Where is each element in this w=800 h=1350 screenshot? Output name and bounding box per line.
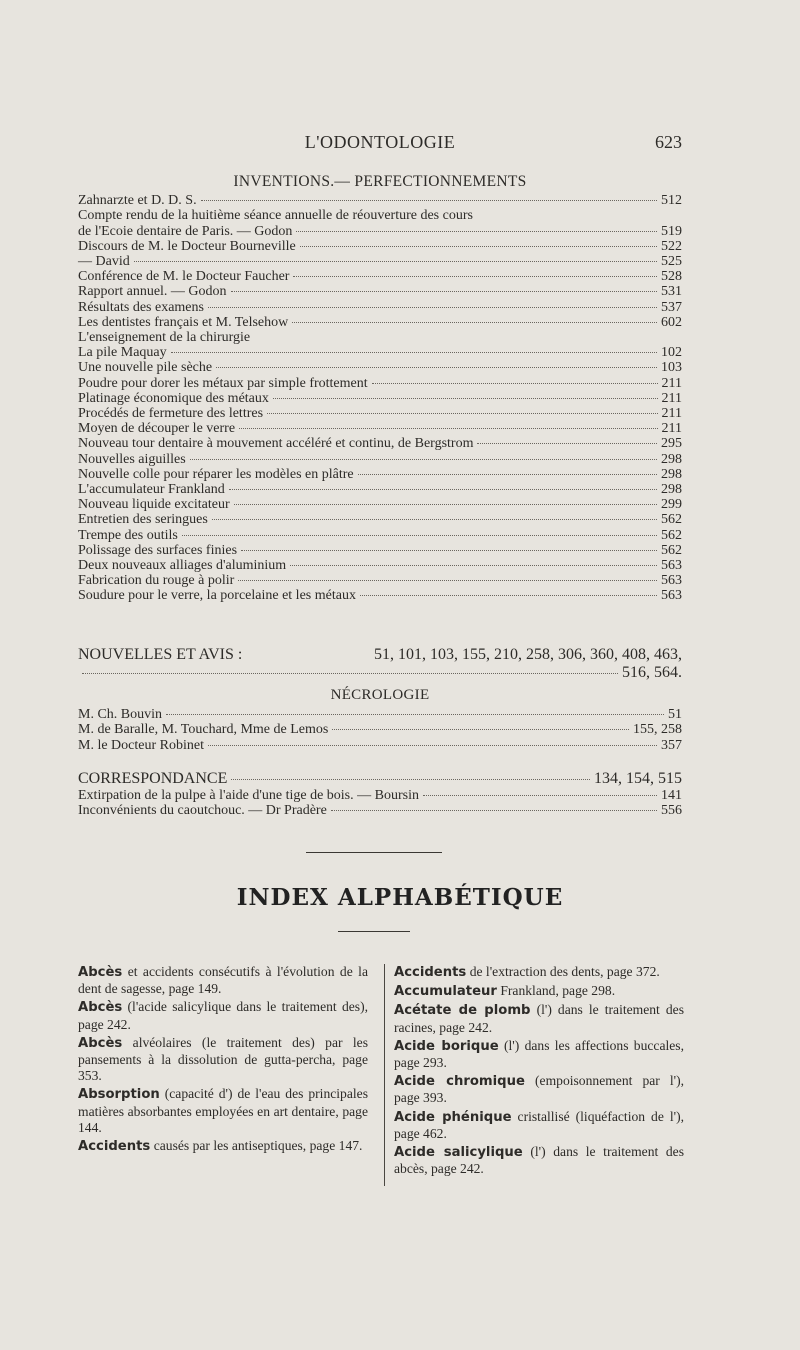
index-entry — [78, 999, 368, 1032]
leader-dots — [423, 795, 657, 796]
correspondance-section — [78, 770, 682, 818]
invention-entry-page: 562 — [661, 542, 682, 558]
leader-dots — [290, 565, 657, 566]
invention-entry — [78, 573, 682, 588]
necrologie-entry-page: 357 — [661, 737, 682, 753]
invention-entry — [78, 588, 682, 603]
invention-entry — [78, 239, 682, 254]
leader-dots — [358, 474, 657, 475]
index-entry-keyword: Accidents — [78, 1139, 151, 1155]
invention-entry-page: 211 — [661, 390, 682, 406]
invention-entry-page: 103 — [661, 360, 682, 376]
invention-entry — [78, 300, 682, 315]
index-entry — [394, 1038, 684, 1071]
nouvelles-line-1 — [78, 646, 682, 664]
index-entry — [78, 1086, 368, 1136]
invention-entry-title: Fabrication du rouge à polir — [78, 573, 235, 589]
correspondance-pages: 134, 154, 515 — [594, 770, 682, 787]
invention-entry-page: 102 — [661, 345, 682, 361]
correspondance-entry-title: Inconvénients du caoutchouc. — Dr Pradère — [78, 803, 327, 819]
necrologie-entry-page: 155, 258 — [633, 722, 682, 738]
invention-entry-title: Résultats des examens — [78, 299, 204, 315]
invention-entry — [78, 467, 682, 482]
invention-entry — [78, 330, 682, 345]
nouvelles-label: NOUVELLES ET AVIS : — [78, 646, 243, 663]
invention-entry-title: Nouveau liquide excitateur — [78, 497, 230, 513]
index-column-right — [394, 964, 684, 1179]
leader-dots — [208, 745, 657, 746]
invention-entry-page: 211 — [661, 421, 682, 437]
invention-entry-title: Polissage des surfaces finies — [78, 542, 238, 558]
index-entry-text: (l') dans les affections buccales, page 293. — [394, 1037, 684, 1071]
page-header — [78, 132, 682, 158]
index-entry — [394, 983, 684, 1000]
divider-rule-top — [306, 852, 442, 853]
index-entry-keyword: Acétate de plomb — [394, 1003, 531, 1019]
leader-dots — [372, 383, 658, 384]
nouvelles-pages-line2: 516, 564. — [622, 664, 682, 681]
nouvelles-pages-line1: 51, 101, 103, 155, 210, 258, 306, 360, 408, 463, — [374, 646, 682, 663]
invention-entry — [78, 284, 682, 299]
invention-entry — [78, 360, 682, 375]
index-entry-text: (capacité d') de l'eau des principales matières absorbantes employées en art dentaire, page 144. — [78, 1086, 368, 1135]
invention-entry-title: Zahnarzte et D. D. S. — [78, 193, 197, 209]
index-entry-keyword: Acide chromique — [394, 1074, 525, 1090]
invention-entry — [78, 558, 682, 573]
leader-dots — [231, 779, 590, 780]
necrologie-list — [78, 707, 682, 753]
invention-entry-title: Entretien des seringues — [78, 512, 208, 528]
leader-dots — [293, 276, 657, 277]
index-entry — [394, 1073, 684, 1106]
inventions-section — [78, 174, 682, 604]
leader-dots — [238, 580, 657, 581]
invention-entry-page: 299 — [661, 497, 682, 513]
index-column-left — [78, 964, 368, 1157]
leader-dots — [477, 443, 657, 444]
leader-dots — [216, 367, 657, 368]
invention-entry-title: Trempe des outils — [78, 527, 178, 543]
leader-dots — [212, 519, 657, 520]
leader-dots — [190, 459, 657, 460]
invention-entry — [78, 254, 682, 269]
necrologie-entry-title: M. le Docteur Robinet — [78, 737, 204, 753]
index-entry-text: Frankland, page 298. — [500, 983, 616, 999]
invention-entry — [78, 376, 682, 391]
leader-dots — [296, 231, 657, 232]
leader-dots — [82, 673, 618, 674]
index-entry-keyword: Acide phénique — [394, 1109, 512, 1125]
leader-dots — [239, 428, 657, 429]
invention-entry-title: Nouvelles aiguilles — [78, 451, 186, 467]
leader-dots — [332, 729, 629, 730]
invention-entry-title: Platinage économique des métaux — [78, 390, 269, 406]
invention-entry-title: Nouvelle colle pour réparer les modèles en plâtre — [78, 466, 354, 482]
necrologie-entry — [78, 707, 682, 722]
leader-dots — [292, 322, 657, 323]
necrologie-section — [78, 688, 682, 753]
leader-dots — [360, 595, 657, 596]
necrologie-entry — [78, 738, 682, 753]
index-entry-text: (l'acide salicylique dans le traitement des), page 242. — [78, 999, 369, 1032]
index-entry-text: (l') dans le traitement des abcès, page 242. — [394, 1144, 684, 1177]
inventions-title: INVENTIONS.— PERFECTIONNEMENTS — [233, 173, 527, 190]
index-entry — [394, 964, 684, 981]
invention-entry-page: 537 — [661, 299, 682, 315]
invention-entry — [78, 543, 682, 558]
invention-entry-page: 531 — [661, 284, 682, 300]
correspondance-entry-page: 556 — [661, 803, 682, 819]
invention-entry-title: Moyen de découper le verre — [78, 421, 236, 437]
leader-dots — [182, 535, 657, 536]
index-entry-keyword: Absorption — [78, 1087, 160, 1103]
leader-dots — [208, 307, 657, 308]
index-entry-text: alvéolaires (le traitement des) par les pansements à la dissolution de gutta-percha, page 353. — [78, 1034, 368, 1084]
leader-dots — [231, 291, 657, 292]
leader-dots — [267, 413, 657, 414]
necrologie-title: NÉCROLOGIE — [330, 687, 430, 703]
invention-entry — [78, 193, 682, 208]
invention-entry-title: L'accumulateur Frankland — [78, 482, 225, 498]
index-entry — [78, 1138, 368, 1155]
invention-entry-title: Une nouvelle pile sèche — [78, 360, 213, 376]
running-title: L'ODONTOLOGIE — [304, 132, 456, 152]
page-number: 623 — [655, 132, 682, 152]
correspondance-list — [78, 788, 682, 818]
leader-dots — [300, 246, 657, 247]
leader-dots — [241, 550, 657, 551]
invention-entry — [78, 406, 682, 421]
invention-entry — [78, 528, 682, 543]
index-entry-keyword: Abcès — [78, 1035, 123, 1051]
index-entry-keyword: Accidents — [394, 965, 467, 980]
invention-entry-title: Rapport annuel. — Godon — [78, 284, 227, 300]
necrologie-entry-page: 51 — [668, 707, 682, 723]
invention-entry-page: 211 — [661, 406, 682, 422]
index-title: INDEX ALPHABÉTIQUE — [236, 884, 564, 911]
invention-entry-title: Compte rendu de la huitième séance annuelle de réouverture des cours — [78, 208, 473, 224]
leader-dots — [273, 398, 658, 399]
invention-entry — [78, 208, 682, 223]
invention-entry-title: Discours de M. le Docteur Bourneville — [78, 238, 296, 254]
correspondance-entry-title: Extirpation de la pulpe à l'aide d'une tige de bois. — Boursin — [78, 788, 419, 803]
invention-entry-title: de l'Ecoie dentaire de Paris. — Godon — [78, 223, 293, 239]
invention-entry — [78, 345, 682, 360]
invention-entry-title: — David — [78, 254, 130, 270]
index-entry-text: et accidents consécutifs à l'évolution de la dent de sagesse, page 149. — [78, 964, 368, 997]
invention-entry-page: 562 — [661, 527, 682, 543]
invention-entry — [78, 315, 682, 330]
invention-entry — [78, 269, 682, 284]
correspondance-entry — [78, 803, 682, 818]
correspondance-title: CORRESPONDANCE — [78, 770, 228, 787]
invention-entry-page: 211 — [661, 375, 682, 391]
index-entry — [394, 1144, 684, 1177]
nouvelles-line-2 — [78, 664, 682, 682]
index-entry-text: (l') dans le traitement des racines, page 242. — [394, 1002, 685, 1035]
index-entry-text: cristallisé (liquéfaction de l'), page 462. — [394, 1108, 684, 1141]
invention-entry — [78, 482, 682, 497]
invention-entry — [78, 421, 682, 436]
leader-dots — [171, 352, 657, 353]
leader-dots — [234, 504, 657, 505]
invention-entry-title: Nouveau tour dentaire à mouvement accéléré et continu, de Bergstrom — [78, 436, 474, 452]
nouvelles-section — [78, 646, 682, 682]
invention-entry-page: 528 — [661, 269, 682, 285]
index-entry-text: de l'extraction des dents, page 372. — [469, 964, 660, 979]
necrologie-entry-title: M. Ch. Bouvin — [78, 707, 163, 723]
invention-entry-title: Les dentistes français et M. Telsehow — [78, 314, 289, 330]
invention-entry-title: L'enseignement de la chirurgie — [78, 330, 251, 346]
invention-entry — [78, 436, 682, 451]
inventions-list — [78, 193, 682, 603]
index-entry-text: causés par les antiseptiques, page 147. — [153, 1138, 363, 1154]
divider-rule-bottom — [338, 931, 410, 932]
correspondance-entry-page: 141 — [661, 788, 682, 803]
invention-entry-title: Deux nouveaux alliages d'aluminium — [78, 558, 287, 574]
invention-entry-page: 519 — [661, 223, 682, 239]
invention-entry-page: 525 — [661, 254, 682, 270]
index-entry — [78, 964, 368, 997]
index-entry-text: (empoisonnement par l'), page 393. — [394, 1073, 684, 1106]
invention-entry — [78, 224, 682, 239]
index-entry — [78, 1035, 368, 1085]
necrologie-entry-title: M. de Baralle, M. Touchard, Mme de Lemos — [78, 722, 329, 738]
invention-entry-page: 602 — [661, 314, 682, 330]
invention-entry-page: 295 — [661, 436, 682, 452]
invention-entry-page: 522 — [661, 238, 682, 254]
index-entry-keyword: Accumulateur — [394, 984, 497, 1000]
invention-entry-page: 512 — [661, 193, 682, 209]
invention-entry-title: Soudure pour le verre, la porcelaine et les métaux — [78, 588, 356, 604]
index-entry — [394, 1002, 684, 1035]
correspondance-entry — [78, 788, 682, 803]
invention-entry-page: 563 — [661, 558, 682, 574]
column-divider — [384, 964, 385, 1186]
invention-entry-page: 298 — [661, 482, 682, 498]
invention-entry-page: 563 — [661, 588, 682, 604]
index-entry-keyword: Abcès — [78, 965, 123, 980]
invention-entry-page: 563 — [661, 573, 682, 589]
index-entry — [394, 1109, 684, 1142]
invention-entry-title: Poudre pour dorer les métaux par simple frottement — [78, 375, 368, 391]
index-entry-keyword: Acide salicylique — [394, 1145, 523, 1161]
leader-dots — [229, 489, 657, 490]
invention-entry — [78, 497, 682, 512]
invention-entry — [78, 391, 682, 406]
index-entry-keyword: Abcès — [78, 1000, 123, 1016]
invention-entry-title: La pile Maquay — [78, 345, 167, 361]
invention-entry-title: Procédés de fermeture des lettres — [78, 406, 264, 422]
invention-entry — [78, 512, 682, 527]
invention-entry-title: Conférence de M. le Docteur Faucher — [78, 269, 290, 285]
leader-dots — [331, 810, 657, 811]
invention-entry-page: 562 — [661, 512, 682, 528]
invention-entry-page: 298 — [661, 466, 682, 482]
necrologie-entry — [78, 722, 682, 737]
invention-entry-page: 298 — [661, 451, 682, 467]
leader-dots — [166, 714, 664, 715]
index-entry-keyword: Acide borique — [394, 1038, 499, 1054]
leader-dots — [201, 200, 657, 201]
invention-entry — [78, 452, 682, 467]
leader-dots — [134, 261, 657, 262]
correspondance-heading — [78, 770, 682, 788]
